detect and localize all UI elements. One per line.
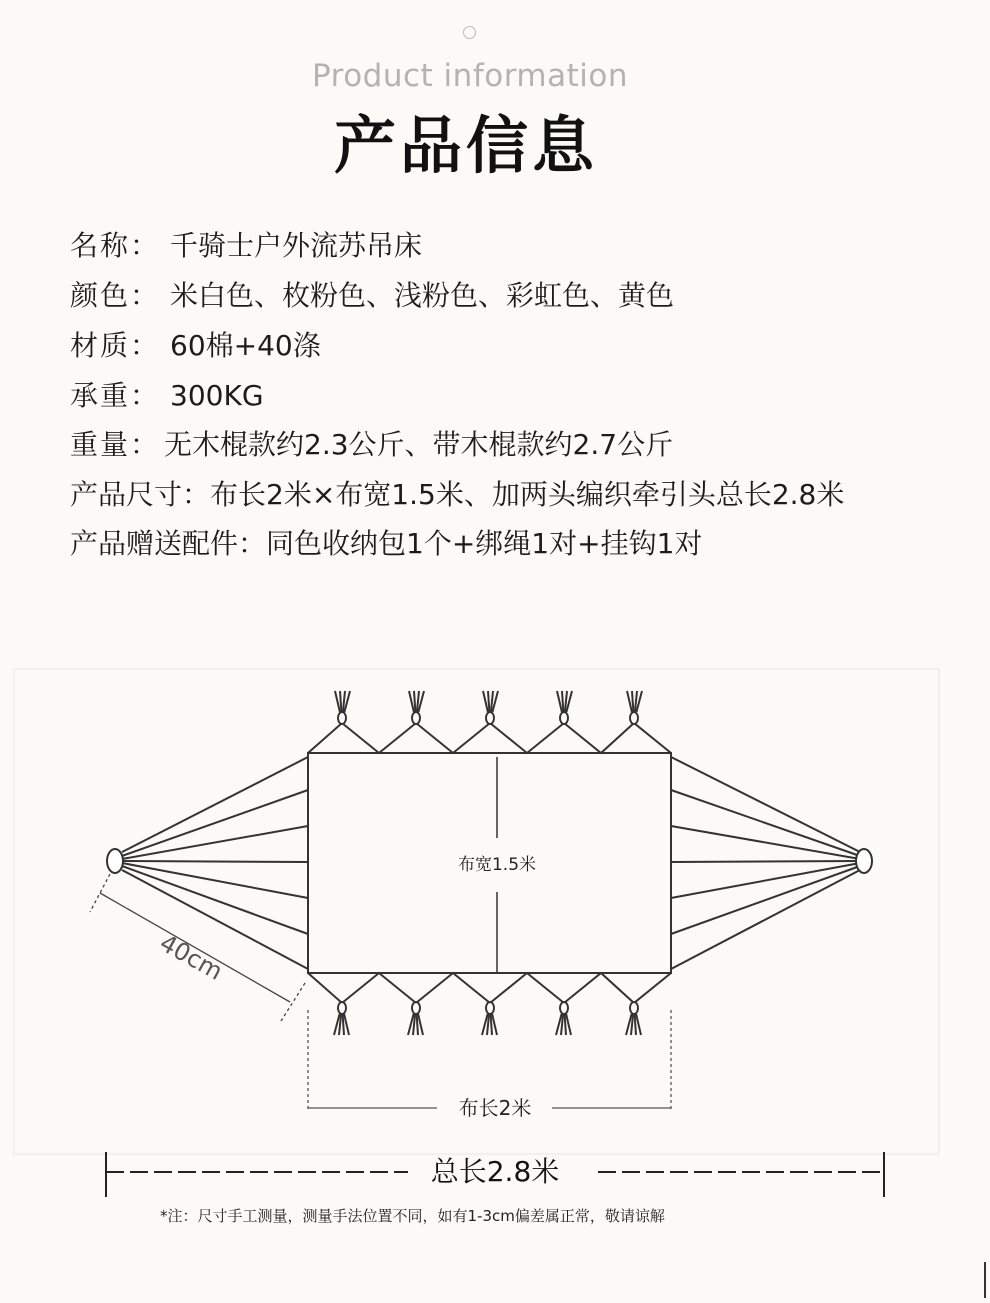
cloth-length-dimension [308,1010,671,1110]
spec-value: 千骑士户外流苏吊床 [170,229,423,262]
spec-value: 300KG [170,379,264,412]
tassel-icon [627,691,642,724]
spec-value: 米白色、枚粉色、浅粉色、彩虹色、黄色 [170,279,675,312]
tassel-icon [409,691,424,724]
tassel-icon [557,691,572,724]
spec-value: 60棉+40涤 [170,329,321,362]
width-label: 布宽1.5米 [457,855,537,875]
cloth-length-label: 布长2米 [458,1096,532,1120]
spec-value: 布长2米×布宽1.5米、加两头编织牵引头总长2.8米 [210,478,845,511]
measurement-note: *注：尺寸手工测量，测量手法位置不同，如有1-3cm偏差属正常，敬请谅解 [160,1207,665,1225]
right-end-ring-icon [856,849,872,873]
diagram-frame [14,669,939,1154]
spec-value: 无木棍款约2.3公斤、带木棍款约2.7公斤 [164,428,674,461]
right-ropes [671,757,860,969]
tassel-icon [482,1002,497,1035]
left-ropes [122,757,308,969]
bottom-tassels [334,1002,641,1035]
bottom-zigzag [308,973,671,1003]
english-title: Product information [312,58,628,94]
spec-label: 重量： [70,428,161,461]
page-title: 产品信息 [333,109,598,182]
tassel-icon [626,1002,641,1035]
edge-mark [984,1262,986,1298]
spec-label: 名称： [70,229,161,262]
spec-value: 同色收纳包1个+绑绳1对+挂钩1对 [266,527,703,560]
tassel-icon [556,1002,571,1035]
top-tassels [335,691,642,724]
spec-label: 产品赠送配件： [70,527,267,560]
top-zigzag [308,723,671,753]
spec-label: 产品尺寸： [70,478,211,511]
spec-label: 承重： [70,379,161,412]
left-end-ring-icon [107,849,123,873]
tassel-icon [334,1002,349,1035]
spec-label: 颜色： [70,279,161,312]
tassel-icon [408,1002,423,1035]
tassel-icon [483,691,498,724]
spec-label: 材质： [70,329,161,362]
rope-length-label: 40cm [155,928,228,986]
tassel-icon [335,691,350,724]
total-length-label: 总长2.8米 [430,1155,560,1188]
